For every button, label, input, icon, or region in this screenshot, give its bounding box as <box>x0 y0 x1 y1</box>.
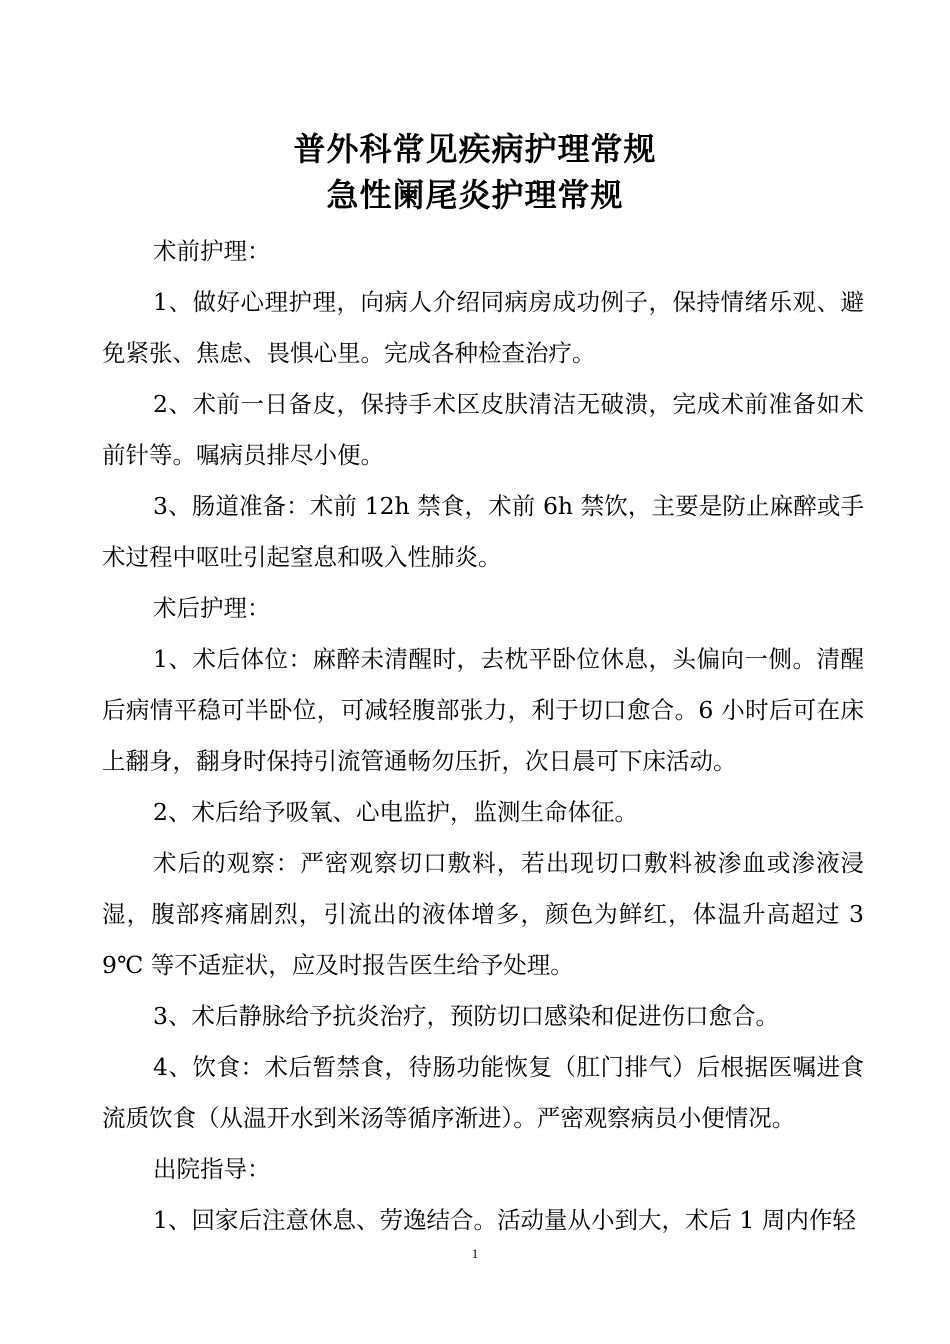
paragraph: 1、术后体位：麻醉未清醒时，去枕平卧位休息，头偏向一侧。清醒后病情平稳可半卧位，可减轻腹部张力，利于切口愈合。6 小时后可在床上翻身，翻身时保持引流管通畅勿压折，次日晨可下床活动。 <box>102 645 864 775</box>
section-heading-preop: 术前护理： <box>153 237 271 265</box>
document-subtitle: 急性阑尾炎护理常规 <box>326 176 624 214</box>
paragraph: 2、术前一日备皮，保持手术区皮肤清洁无破溃，完成术前准备如术前针等。嘱病员排尽小便。 <box>102 390 864 469</box>
section-heading-discharge: 出院指导： <box>153 1155 271 1183</box>
document-title: 普外科常见疾病护理常规 <box>293 130 657 168</box>
paragraph: 2、术后给予吸氧、心电监护，监测生命体征。 <box>153 798 638 826</box>
paragraph: 术后的观察：严密观察切口敷料，若出现切口敷料被渗血或渗液浸湿，腹部疼痛剧烈，引流出的液体增多，颜色为鲜红，体温升高超过 39℃ 等不适症状，应及时报告医生给予处理。 <box>102 849 864 979</box>
paragraph: 3、肠道准备：术前 12h 禁食，术前 6h 禁饮，主要是防止麻醉或手术过程中呕吐引起窒息和吸入性肺炎。 <box>102 492 864 571</box>
document-body <box>102 226 864 1246</box>
paragraph: 1、回家后注意休息、劳逸结合。活动量从小到大，术后 1 周内作轻 <box>153 1206 856 1234</box>
paragraph: 4、饮食：术后暂禁食，待肠功能恢复（肛门排气）后根据医嘱进食流质饮食（从温开水到米汤等循序渐进）。严密观察病员小便情况。 <box>102 1053 864 1132</box>
paragraph: 3、术后静脉给予抗炎治疗，预防切口感染和促进伤口愈合。 <box>153 1002 779 1030</box>
title-block <box>0 126 950 218</box>
section-heading-postop: 术后护理： <box>153 594 271 622</box>
paragraph: 1、做好心理护理，向病人介绍同病房成功例子，保持情绪乐观、避免紧张、焦虑、畏惧心里。完成各种检查治疗。 <box>102 288 864 367</box>
page-number: 1 <box>471 1246 479 1261</box>
